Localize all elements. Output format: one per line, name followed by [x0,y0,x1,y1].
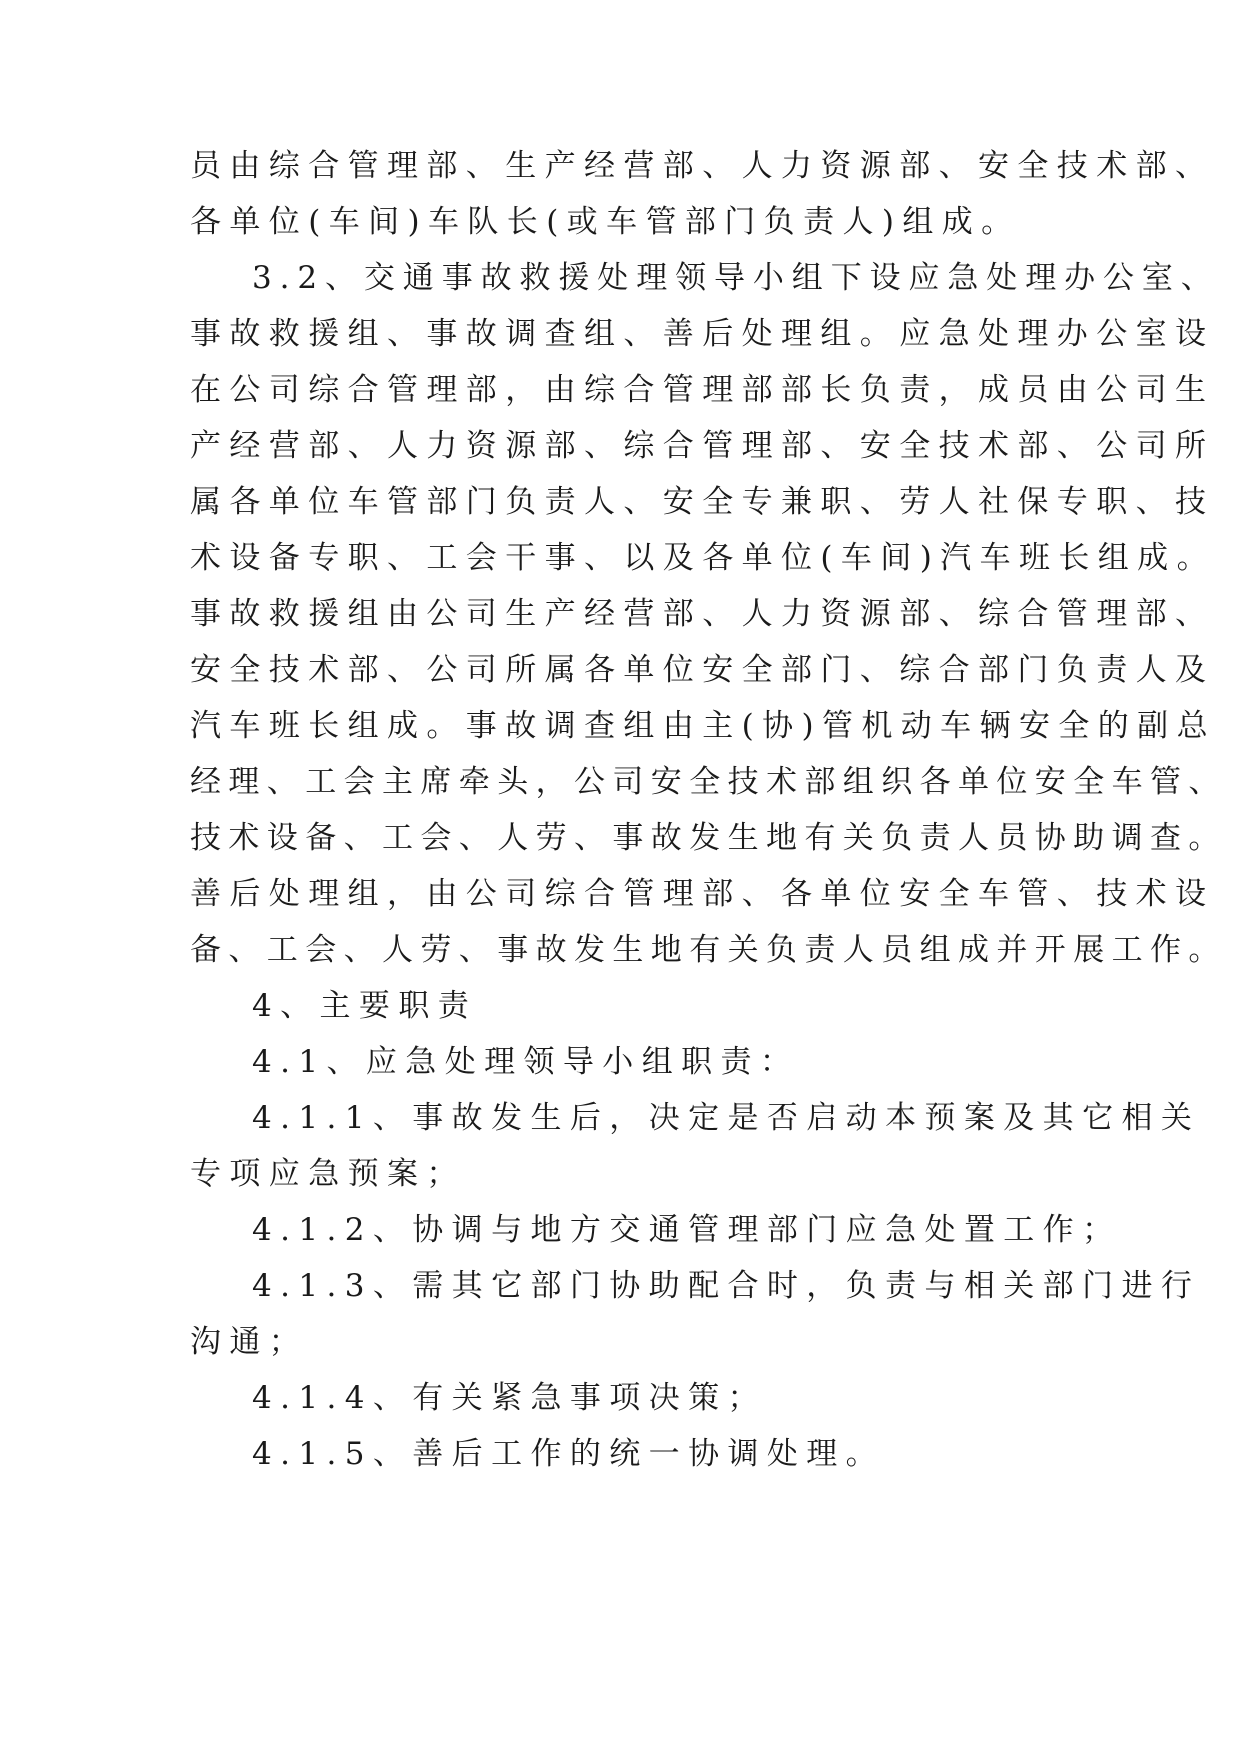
text-line-20: 4.1.2、协调与地方交通管理部门应急处置工作； [252,1212,1122,1248]
text-line-1: 员由综合管理部、生产经营部、人力资源部、安全技术部、 [190,148,1215,184]
text-line-19: 专项应急预案； [190,1156,466,1192]
text-line-24: 4.1.5、善后工作的统一协调处理。 [252,1436,886,1472]
text-line-15: 备、工会、人劳、事故发生地有关负责人员组成并开展工作。 [190,932,1227,968]
text-line-12: 经理、工会主席牵头，公司安全技术部组织各单位安全车管、 [190,764,1227,800]
text-line-18: 4.1.1、事故发生后，决定是否启动本预案及其它相关 [252,1100,1201,1136]
subsection-heading: 4.1、应急处理领导小组职责： [252,1044,800,1080]
text-line-23: 4.1.4、有关紧急事项决策； [252,1380,767,1416]
text-line-4: 事故救援组、事故调查组、善后处理组。应急处理办公室设 [190,316,1215,352]
text-line-11: 汽车班长组成。事故调查组由主(协)管机动车辆安全的副总 [190,708,1216,744]
text-line-10: 安全技术部、公司所属各单位安全部门、综合部门负责人及 [190,652,1215,688]
section-heading: 4、主要职责 [252,988,478,1024]
text-line-3: 3.2、交通事故救援处理领导小组下设应急处理办公室、 [252,260,1220,296]
text-line-14: 善后处理组，由公司综合管理部、各单位安全车管、技术设 [190,876,1215,912]
text-line-6: 产经营部、人力资源部、综合管理部、安全技术部、公司所 [190,428,1215,464]
text-line-22: 沟通； [190,1324,309,1360]
text-line-2: 各单位(车间)车队长(或车管部门负责人)组成。 [190,204,1021,240]
text-line-21: 4.1.3、需其它部门协助配合时，负责与相关部门进行 [252,1268,1201,1304]
text-line-13: 技术设备、工会、人劳、事故发生地有关负责人员协助调查。 [190,820,1227,856]
text-line-9: 事故救援组由公司生产经营部、人力资源部、综合管理部、 [190,596,1215,632]
text-line-8: 术设备专职、工会干事、以及各单位(车间)汽车班长组成。 [190,540,1216,576]
text-line-5: 在公司综合管理部，由综合管理部部长负责，成员由公司生 [190,372,1215,408]
text-line-7: 属各单位车管部门负责人、安全专兼职、劳人社保专职、技 [190,484,1215,520]
